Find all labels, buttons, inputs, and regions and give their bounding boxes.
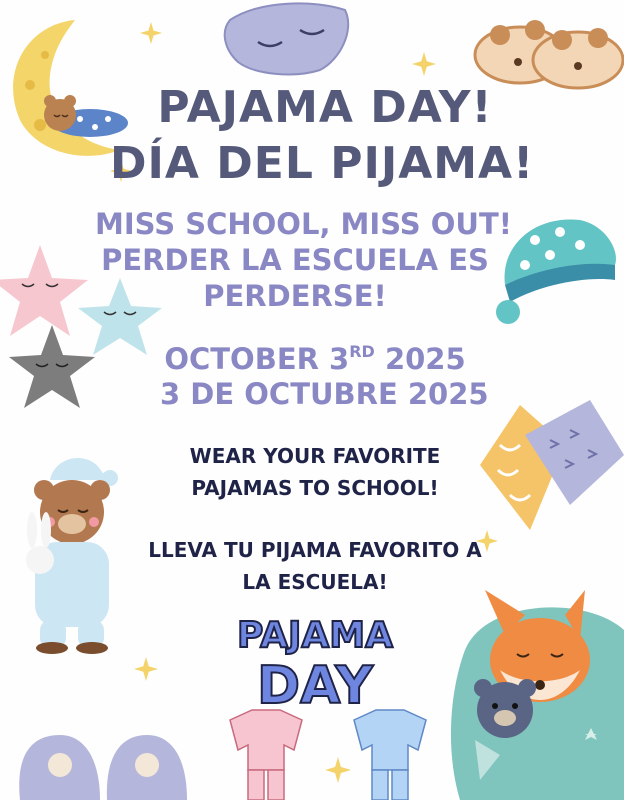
date-english-day: OCTOBER 3 [164,342,350,376]
logo-line-1: PAJAMA [237,615,393,656]
star-decoration [412,52,436,76]
instruction-spanish-line-2: LA ESCUELA! [242,570,388,594]
date-english-year: 2025 [374,342,466,376]
teddy-bear-pajamas-illustration [10,450,130,655]
slippers-illustration [15,720,190,800]
title-english: PAJAMA DAY! [157,82,493,133]
instruction-english-line-1: WEAR YOUR FAVORITE [189,444,441,468]
slogan-spanish-line-1: PERDER LA ESCUELA ES [101,243,489,277]
instruction-english-line-2: PAJAMAS TO SCHOOL! [191,476,439,500]
sleep-mask-illustration [220,0,355,80]
slogan-spanish-line-2: PERDERSE! [203,279,387,313]
pajama-day-logo [228,605,403,716]
date-english-ordinal: RD [349,342,375,361]
slogan-english: MISS SCHOOL, MISS OUT! [95,207,512,241]
pajama-sets-illustration [222,705,437,800]
date-spanish: 3 DE OCTUBRE 2025 [160,377,489,411]
instruction-spanish-line-1: LLEVA TU PIJAMA FAVORITO A [148,538,482,562]
date-english [160,342,470,376]
star-decoration [134,657,158,681]
title-spanish: DÍA DEL PIJAMA! [110,138,535,189]
fox-teddy-blanket-illustration [445,590,624,800]
logo-line-2: DAY [256,656,374,716]
star-decoration [140,22,162,44]
